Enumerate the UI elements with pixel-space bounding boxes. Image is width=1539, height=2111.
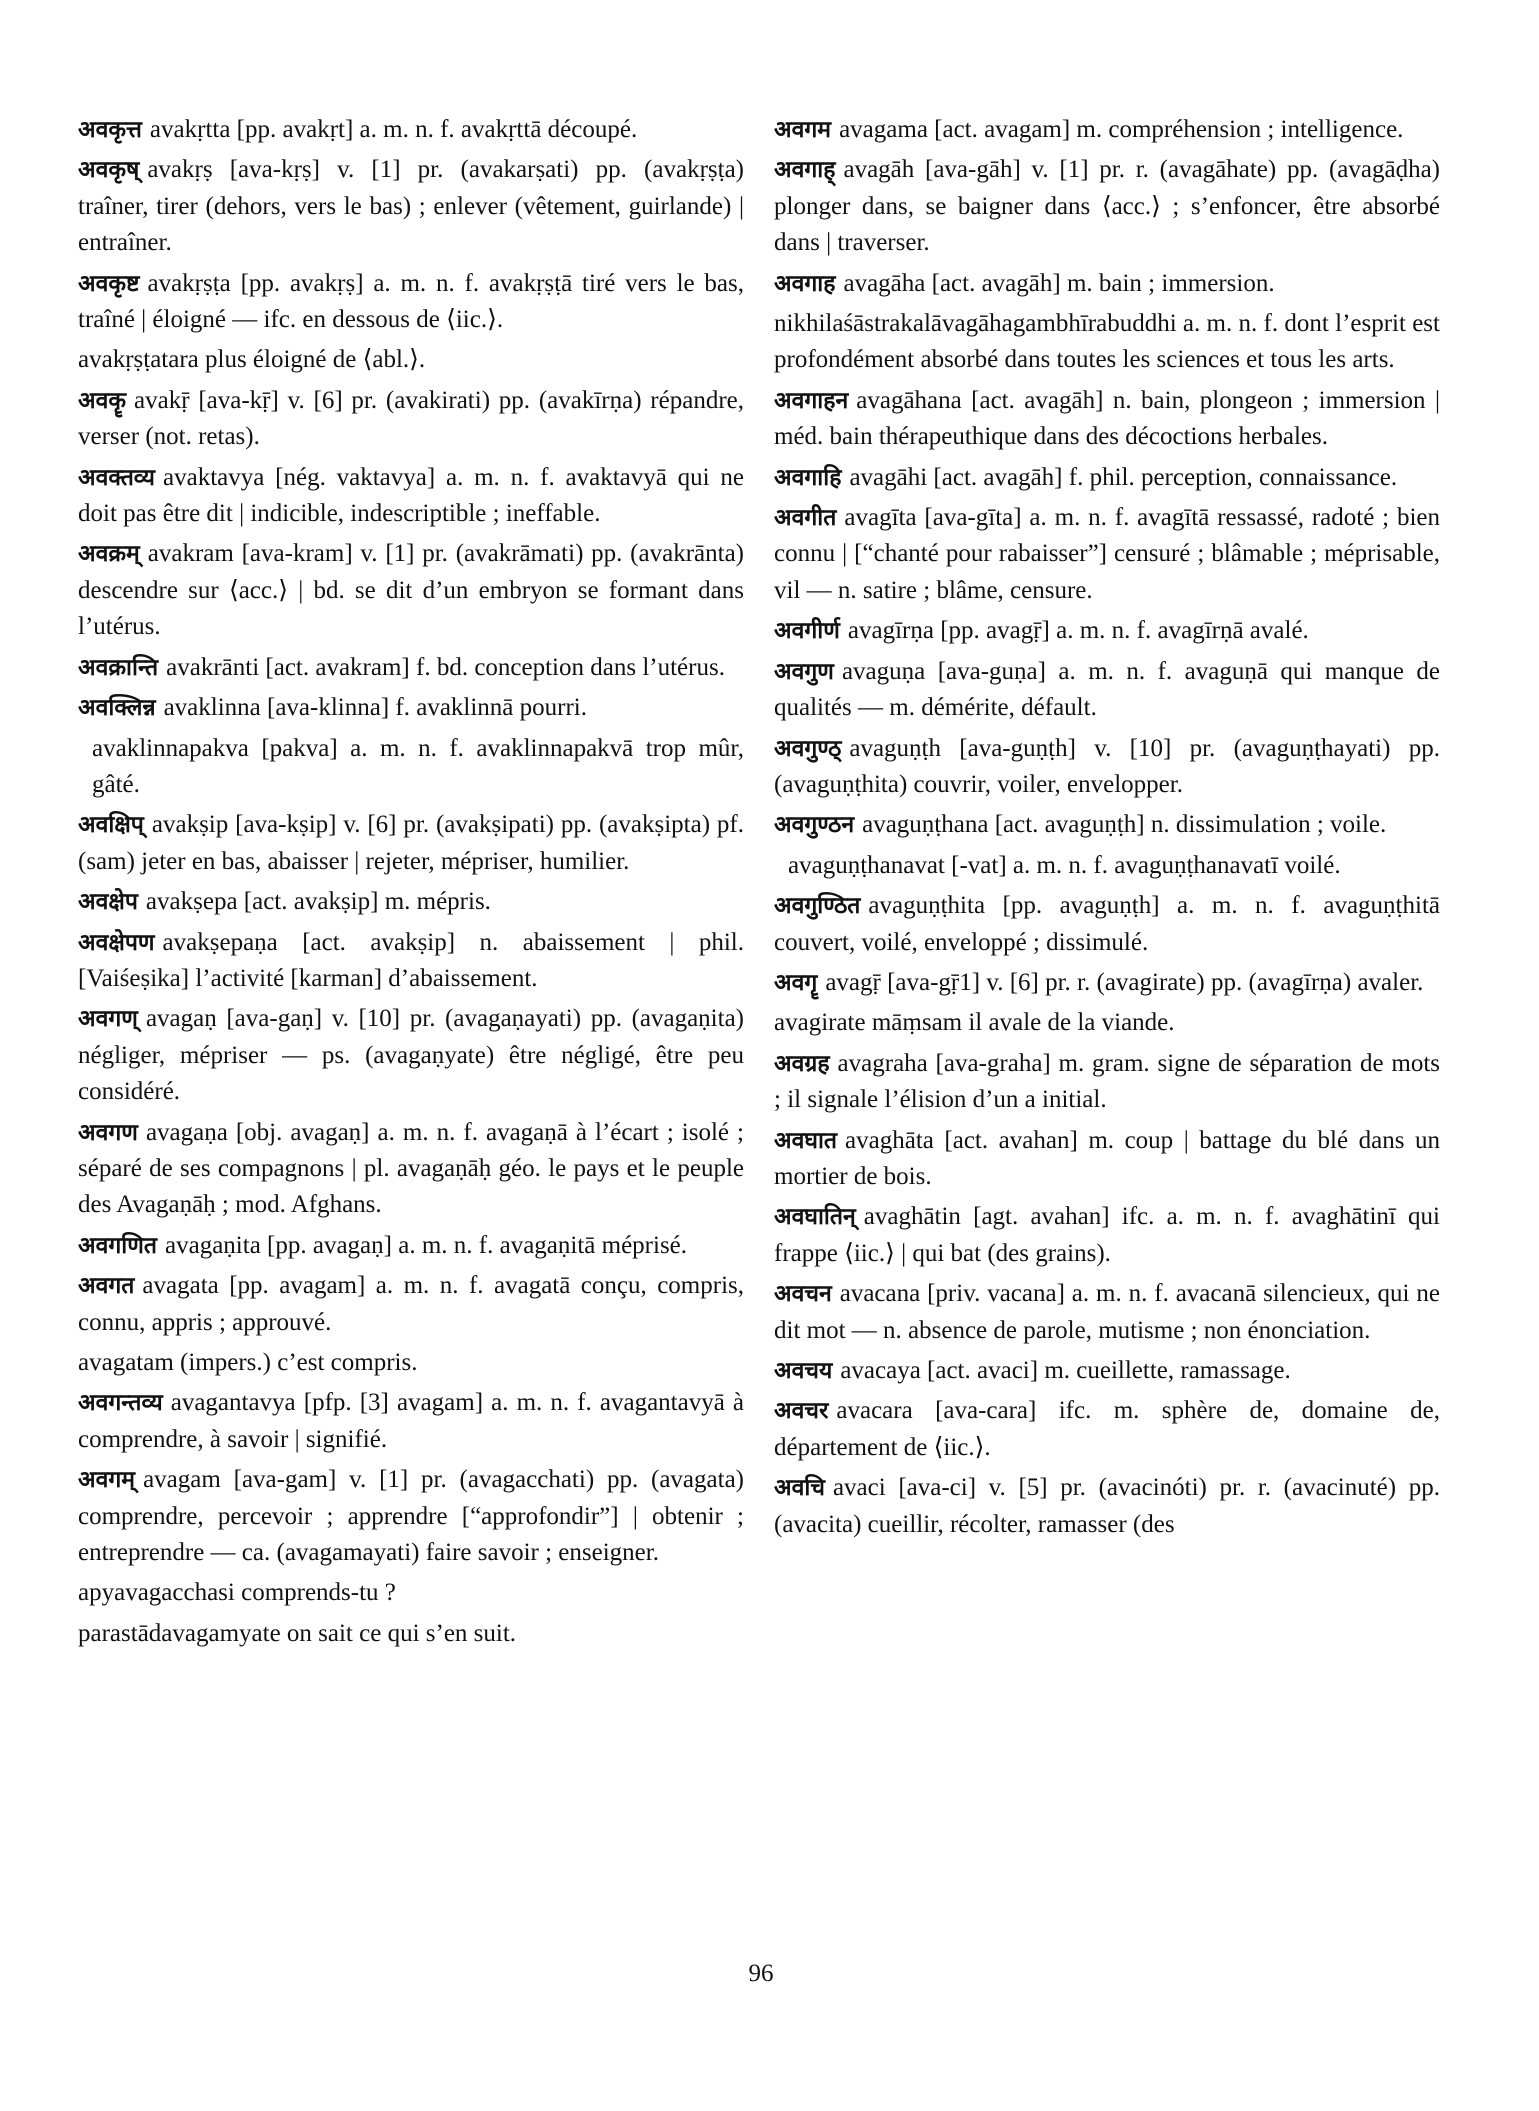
devanagari-headword: अवगुण्ठ् (774, 735, 842, 762)
dictionary-entry (78, 460, 744, 533)
dictionary-entry (774, 152, 1440, 261)
entry-text: avagam [ava-gam] v. [1] pr. (avagacchati) pp. (avagata) comprendre, percevoir ; apprendre [“approfondir”] | obtenir ; entreprendre — ca. (avagamayati) faire savoir ; enseigner. (78, 1466, 744, 1567)
devanagari-headword: अवग्रह (774, 1050, 830, 1077)
entry-text: avaci [ava-ci] v. [5] pr. (avacinóti) pr. r. (avacinuté) pp. (avacita) cueillir, récolter, ramasser (des (774, 1474, 1440, 1538)
dictionary-entry (78, 1115, 744, 1224)
dictionary-entry (774, 1046, 1440, 1119)
devanagari-headword: अवगुण्ठित (774, 893, 861, 920)
devanagari-headword: अवगीर्ण (774, 618, 840, 645)
entry-text: avacana [priv. vacana] a. m. n. f. avacanā silencieux, qui ne dit mot — n. absence de parole, mutisme ; non énonciation. (774, 1280, 1440, 1344)
sub-entry: parastādavagamyate on sait ce qui s’en suit. (78, 1619, 517, 1647)
dictionary-entry (78, 266, 744, 339)
dictionary-entry (774, 112, 1440, 148)
dictionary-entry (78, 650, 744, 686)
devanagari-headword: अवक्षेप (78, 889, 138, 916)
entry-text: avagaṇita [pp. avagaṇ] a. m. n. f. avagaṇitā méprisé. (165, 1231, 688, 1259)
devanagari-headword: अवगम् (78, 1467, 136, 1494)
dictionary-entry (774, 731, 1440, 804)
devanagari-headword: अवगाहि (774, 464, 842, 491)
entry-text: avagṝ [ava-gṝ1] v. [6] pr. r. (avagirate) pp. (avagīrṇa) avaler. (825, 968, 1424, 996)
devanagari-headword: अवचि (774, 1475, 825, 1502)
entry-text: avakṛtta [pp. avakṛt] a. m. n. f. avakṛttā découpé. (149, 116, 638, 143)
right-column (774, 112, 1440, 1547)
entry-text: avaklinna [ava-klinna] f. avaklinnā pourri. (163, 694, 587, 722)
left-column (78, 112, 744, 1656)
sub-entry: avaklinnapakva [pakva] a. m. n. f. avaklinnapakvā trop mûr, gâté. (92, 734, 744, 798)
devanagari-headword: अवक्रान्ति (78, 654, 159, 681)
dictionary-entry (78, 1462, 744, 1571)
entry-text: avagāhana [act. avagāh] n. bain, plongeon ; immersion | méd. bain thérapeuthique dans des décoctions herbales. (774, 386, 1440, 451)
devanagari-headword: अवगाह् (774, 157, 836, 184)
devanagari-headword: अवगुण (774, 658, 834, 685)
entry-text: avagaṇ [ava-gaṇ] v. [10] pr. (avagaṇayati) pp. (avagaṇita) négliger, mépriser — ps. (avagaṇyate) être négligé, être peu considéré. (78, 1005, 744, 1106)
entry-text: avakrānti [act. avakram] f. bd. conception dans l’utérus. (166, 653, 725, 681)
entry-text: avagaṇa [obj. avagaṇ] a. m. n. f. avagaṇā à l’écart ; isolé ; séparé de ses compagnons | pl. avagaṇāḥ géo. le pays et le peuple des Avagaṇāḥ ; mod. Afghans. (78, 1118, 744, 1219)
devanagari-headword: अवकृष्ट (78, 270, 140, 297)
devanagari-headword: अवक्षिप् (78, 812, 144, 839)
devanagari-headword: अवगण् (78, 1006, 138, 1033)
entry-text: avaghāta [act. avahan] m. coup | battage du blé dans un mortier de bois. (774, 1126, 1440, 1190)
entry-text: avaghātin [agt. avahan] ifc. a. m. n. f. avaghātinī qui frappe ⟨iic.⟩ | qui bat (des grains). (774, 1203, 1440, 1267)
devanagari-headword: अवचर (774, 1398, 829, 1425)
dictionary-entry (78, 925, 744, 998)
devanagari-headword: अवगुण्ठन (774, 812, 855, 839)
dictionary-entry (774, 807, 1440, 843)
entry-text: avakṣepa [act. avakṣip] m. mépris. (145, 888, 491, 916)
entry-text: avagīrṇa [pp. avagṝ] a. m. n. f. avagīrṇā avalé. (847, 617, 1309, 645)
entry-text: avaguṇṭhana [act. avaguṇṭh] n. dissimulation ; voile. (862, 811, 1387, 839)
devanagari-headword: अवगीत (774, 505, 837, 532)
dictionary-entry (774, 888, 1440, 961)
entry-text: avagama [act. avagam] m. compréhension ; intelligence. (839, 116, 1404, 143)
entry-text: avaguṇṭhita [pp. avaguṇṭh] a. m. n. f. avaguṇṭhitā couvert, voilé, enveloppé ; dissimulé. (774, 892, 1440, 956)
entry-text: avagata [pp. avagam] a. m. n. f. avagatā conçu, compris, connu, appris ; approuvé. (78, 1272, 744, 1336)
dictionary-entry (78, 112, 744, 148)
dictionary-entry (78, 807, 744, 880)
dictionary-entry (774, 1393, 1440, 1466)
devanagari-headword: अवकृष् (78, 157, 140, 184)
dictionary-entry (774, 1353, 1440, 1389)
dictionary-entry (774, 383, 1440, 456)
dictionary-entry (774, 266, 1440, 302)
sub-entry: avagatam (impers.) c’est compris. (78, 1349, 418, 1376)
entry-text: avacara [ava-cara] ifc. m. sphère de, domaine de, département de ⟨iic.⟩. (774, 1397, 1440, 1461)
dictionary-entry (78, 690, 744, 726)
sub-entry: nikhilaśāstrakalāvagāhagambhīrabuddhi a. m. n. f. dont l’esprit est profondément absorbé dans toutes les sciences et tous les arts. (774, 310, 1440, 374)
entry-text: avakṛṣṭa [pp. avakṛṣ] a. m. n. f. avakṛṣṭā tiré vers le bas, traîné | éloigné — ifc. en dessous de ⟨iic.⟩. (78, 269, 744, 334)
sub-entry: avakṛṣṭatara plus éloigné de ⟨abl.⟩. (78, 346, 426, 374)
devanagari-headword: अवघात (774, 1127, 838, 1154)
entry-text: avaguṇa [ava-guṇa] a. m. n. f. avaguṇā qui manque de qualités — m. démérite, défault. (774, 657, 1440, 722)
devanagari-headword: अवक्रम् (78, 541, 140, 568)
dictionary-entry (774, 1199, 1440, 1272)
dictionary-entry (774, 1470, 1440, 1543)
devanagari-headword: अवगाहन (774, 387, 849, 414)
entry-text: avakṣip [ava-kṣip] v. [6] pr. (avakṣipati) pp. (avakṣipta) pf. (sam) jeter en bas, abaisser | rejeter, mépriser, humilier. (78, 811, 744, 875)
dictionary-entry (78, 884, 744, 920)
dictionary-entry (78, 152, 744, 261)
devanagari-headword: अवक्तव्य (78, 464, 156, 491)
devanagari-headword: अवगत (78, 1273, 135, 1300)
devanagari-headword: अवगण (78, 1119, 138, 1146)
entry-text: avacaya [act. avaci] m. cueillette, ramassage. (840, 1357, 1291, 1384)
dictionary-entry (774, 654, 1440, 727)
devanagari-headword: अवघातिन् (774, 1204, 856, 1231)
dictionary-entry (78, 383, 744, 456)
entry-text: avagāhi [act. avagāh] f. phil. perception, connaissance. (849, 463, 1398, 491)
devanagari-headword: अवगणित (78, 1232, 158, 1259)
devanagari-headword: अवगॄ (774, 969, 818, 996)
devanagari-headword: अवक्लिन्न (78, 695, 156, 722)
dictionary-entry (78, 1001, 744, 1110)
dictionary-entry (78, 1268, 744, 1341)
entry-text: avaktavya [nég. vaktavya] a. m. n. f. avaktavyā qui ne doit pas être dit | indicible, indescriptible ; ineffable. (78, 463, 744, 528)
dictionary-entry (774, 1276, 1440, 1349)
dictionary-entry (774, 500, 1440, 609)
entry-text: avakram [ava-kram] v. [1] pr. (avakrāmati) pp. (avakrānta) descendre sur ⟨acc.⟩ | bd. se dit d’un embryon se formant dans l’utérus. (78, 540, 744, 641)
devanagari-headword: अवचय (774, 1358, 833, 1384)
sub-entry: apyavagacchasi comprends-tu ? (78, 1579, 396, 1607)
entry-text: avagraha [ava-graha] m. gram. signe de séparation de mots ; il signale l’élision d’un a initial. (774, 1049, 1440, 1114)
dictionary-page (78, 112, 1444, 1992)
devanagari-headword: अवगाह (774, 270, 836, 297)
devanagari-headword: अवक्षेपण (78, 929, 155, 956)
dictionary-entry (774, 1123, 1440, 1196)
dictionary-entry (78, 1228, 744, 1264)
devanagari-headword: अवकृत्त (78, 117, 142, 143)
entry-text: avagīta [ava-gīta] a. m. n. f. avagītā ressassé, radoté ; bien connu | [“chanté pour rabaisser”] censuré ; blâmable ; méprisable, vil — n. satire ; blâme, censure. (774, 504, 1440, 604)
dictionary-entry (78, 536, 744, 645)
dictionary-entry (78, 1385, 744, 1458)
dictionary-entry (774, 613, 1440, 649)
devanagari-headword: अवगन्तव्य (78, 1390, 163, 1417)
devanagari-headword: अवचन (774, 1281, 832, 1308)
entry-text: avakṣepaṇa [act. avakṣip] n. abaissement | phil. [Vaiśeṣika] l’activité [karman] d’abaissement. (78, 928, 744, 992)
entry-text: avaguṇṭh [ava-guṇṭh] v. [10] pr. (avaguṇṭhayati) pp. (avaguṇṭhita) couvrir, voiler, envelopper. (774, 734, 1440, 798)
entry-text: avakṝ [ava-kṝ] v. [6] pr. (avakirati) pp. (avakīrṇa) répandre, verser (not. retas). (78, 386, 744, 451)
devanagari-headword: अवगम (774, 117, 832, 143)
entry-text: avagāha [act. avagāh] m. bain ; immersion. (843, 269, 1275, 297)
devanagari-headword: अवकॄ (78, 387, 127, 414)
sub-entry: avaguṇṭhanavat [-vat] a. m. n. f. avaguṇṭhanavatī voilé. (788, 851, 1341, 879)
dictionary-entry (774, 965, 1440, 1001)
page-number: 96 (748, 1960, 774, 1987)
entry-text: avagantavya [pfp. [3] avagam] a. m. n. f. avagantavyā à comprendre, à savoir | signifié. (78, 1389, 744, 1453)
entry-text: avakṛṣ [ava-kṛṣ] v. [1] pr. (avakarṣati) pp. (avakṛṣṭa) traîner, tirer (dehors, vers le bas) ; enlever (vêtement, guirlande) | entraîner. (78, 156, 744, 257)
entry-text: avagāh [ava-gāh] v. [1] pr. r. (avagāhate) pp. (avagāḍha) plonger dans, se baigner dans ⟨acc.⟩ ; s’enfoncer, être absorbé dans | traverser. (774, 156, 1440, 257)
sub-entry: avagirate māṃsam il avale de la viande. (774, 1009, 1175, 1037)
dictionary-entry (774, 460, 1440, 496)
